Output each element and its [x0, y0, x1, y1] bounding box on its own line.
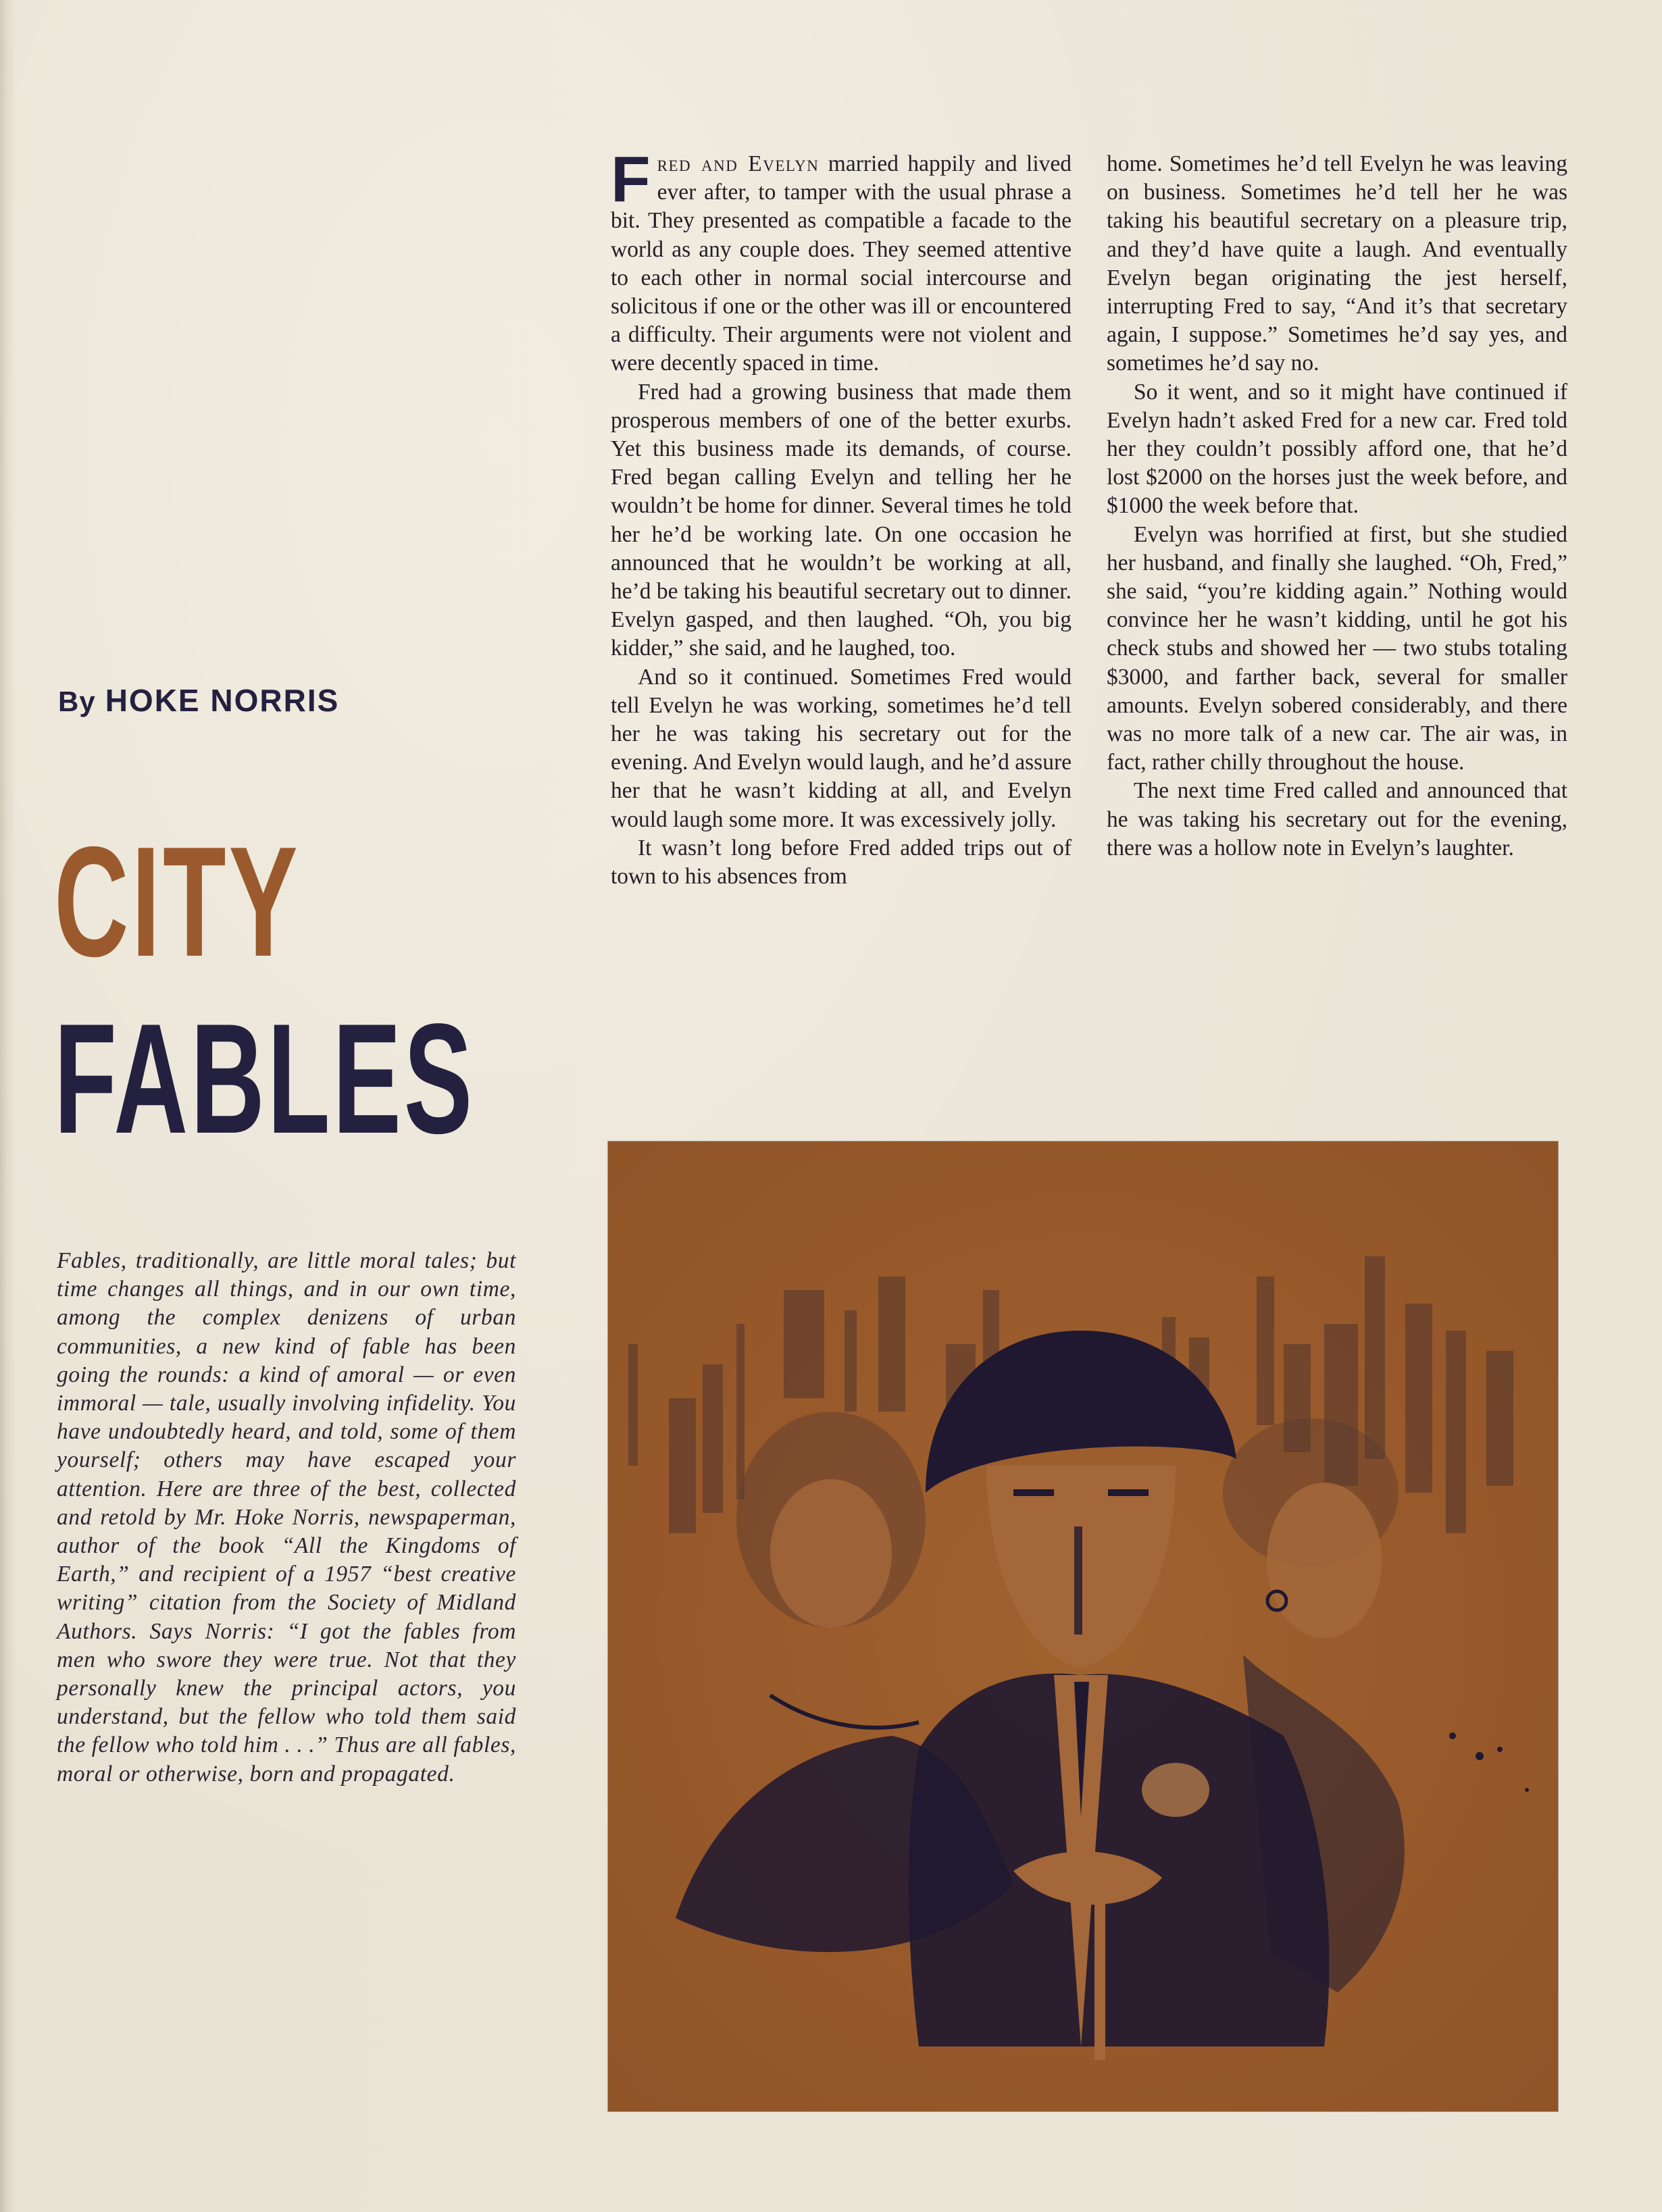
story-column-1: [611, 143, 1072, 891]
story-paragraph: It wasn’t long before Fred added trips out of town to his absences from: [611, 835, 1072, 890]
title-line-city: CITY: [54, 815, 301, 989]
story-paragraph: The next time Fred called and announced that he was taking his secretary out for the evening, there was a hollow note in Evelyn’s laughter.: [1107, 778, 1567, 860]
drop-cap: F: [611, 143, 651, 215]
story-illustration: [608, 1141, 1558, 2111]
title-line-fables: FABLES: [54, 992, 476, 1166]
ink-drawing-icon: [608, 1141, 1558, 2111]
story-paragraph: So it went, and so it might have continued if Evelyn hadn’t asked Fred for a new car. Fred told her they couldn’t possibly afford one, that he’d lost $2000 on the horses just the week before, and $1000 the week before that.: [1107, 379, 1567, 519]
story-paragraph: And so it continued. Sometimes Fred would tell Evelyn he was working, sometimes he’d tell her he was taking his secretary out for the evening. And Evelyn would laugh, and he’d assure her that he wasn’t kidding at all, and Evelyn would laugh some more. It was excessively jolly.: [611, 664, 1072, 832]
byline: [58, 682, 339, 719]
byline-prefix: By: [58, 686, 96, 717]
story-column-2: [1107, 150, 1567, 863]
story-paragraph: Evelyn was horrified at first, but she studied her husband, and finally she laughed. “Oh, Fred,” she said, “you’re kidding again.” Nothing would convince her he wasn’t kidding, until he got his check stubs and showed her — two stubs totaling $3000, and farther back, several for smaller amounts. Evelyn sobered considerably, and there was no more talk of a new car. The air was, in fact, rather chilly throughout the house.: [1107, 521, 1567, 775]
lead-in-smallcaps: red and Evelyn: [657, 151, 820, 176]
byline-author: HOKE NORRIS: [105, 683, 340, 718]
story-paragraph: Fred had a growing business that made them prosperous members of one of the better exurbs. Yet this business made its demands, of course. Fred began calling Evelyn and telling her he wouldn’t be home for dinner. Several times he told her he’d be working late. On one occasion he announced that he wouldn’t be working at all, he’d be taking his beautiful secretary out to dinner. Evelyn gasped, and then laughed. “Oh, you big kidder,” she said, and he laughed, too.: [611, 379, 1072, 661]
story-paragraph: [611, 143, 1072, 378]
story-paragraph: home. Sometimes he’d tell Evelyn he was leaving on business. Sometimes he’d tell her he was taking his beautiful secretary on a pleasure trip, and they’d have quite a laugh. And eventually Evelyn began originating the jest herself, interrupting Fred to say, “And it’s that secretary again, I suppose.” Sometimes he’d say yes, and sometimes he’d say no.: [1107, 151, 1567, 376]
intro-paragraph: Fables, traditionally, are little moral tales; but time changes all things, and in our own time, among the complex denizens of urban communities, a new kind of fable has been going the rounds: a kind of amoral — or even immoral — tale, usually involving infidelity. You have undoubtedly heard, and told, some of them yourself; others may have escaped your attention. Here are three of the best, collected and retold by Mr. Hoke Norris, newspaperman, author of the book “All the Kingdoms of Earth,” and recipient of a 1957 “best creative writing” citation from the Society of Midland Authors. Says Norris: “I got the fables from men who swore they were true. Not that they personally knew the principal actors, you understand, but the fellow who told them said the fellow who told him . . .” Thus are all fables, moral or otherwise, born and propagated.: [57, 1248, 516, 1786]
ink-splatter-icon: [1449, 1732, 1529, 1792]
story-text: married happily and lived ever after, to tamper with the usual phrase a bit. They presented as compatible a facade to the world as any couple does. They seemed attentive to each other in normal social intercourse and solicitous if one or the other was ill or encountered a difficulty. Their arguments were not violent and were decently spaced in time.: [611, 151, 1072, 376]
